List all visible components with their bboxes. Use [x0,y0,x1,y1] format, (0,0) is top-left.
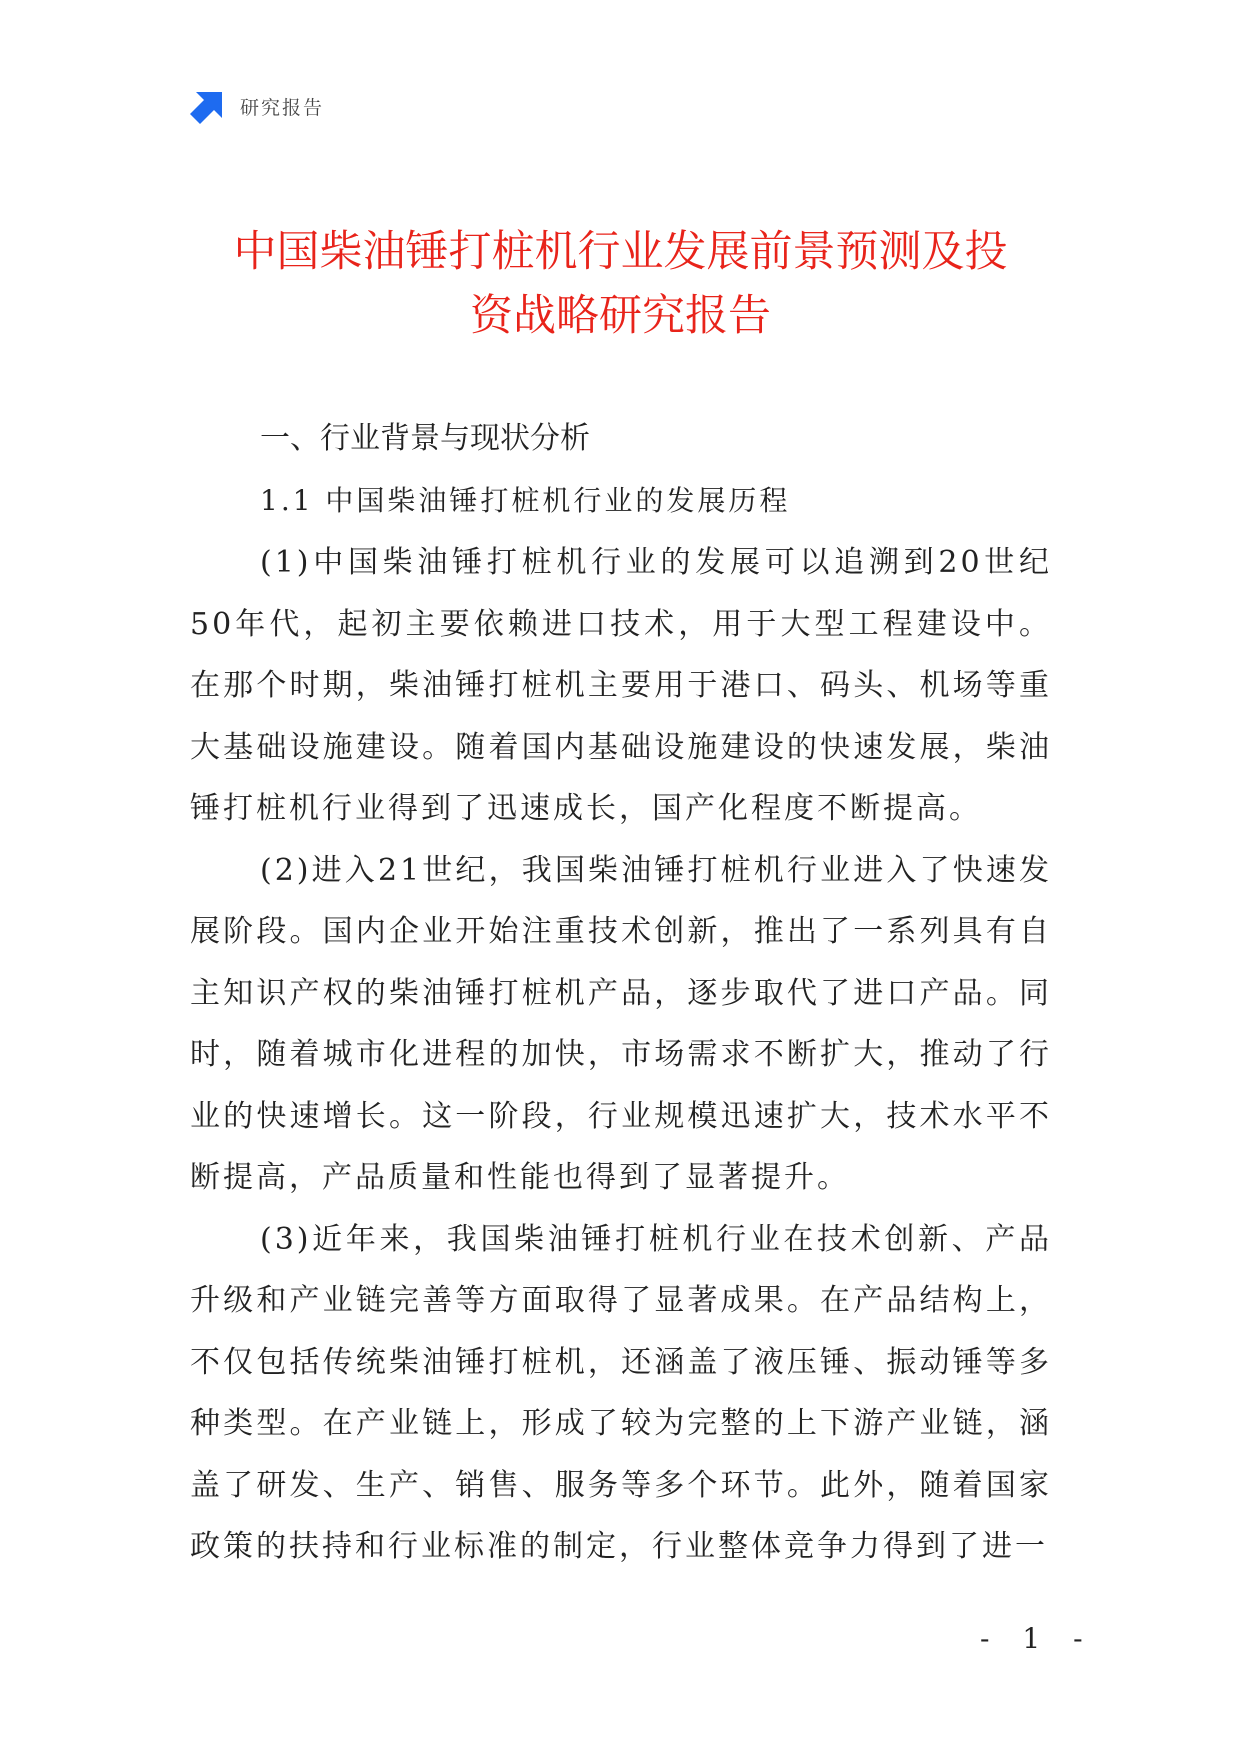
paragraph-1: (1)中国柴油锤打桩机行业的发展可以追溯到20世纪50年代，起初主要依赖进口技术，用于大型工程建设中。在那个时期，柴油锤打桩机主要用于港口、码头、机场等重大基础设施建设。随着国内基础设施建设的快速发展，柴油锤打桩机行业得到了迅速成长，国产化程度不断提高。 [190,545,1052,826]
subsection-heading: 1.1 中国柴油锤打桩机行业的发展历程 [260,484,791,517]
page-header [190,88,324,124]
section-heading: 一、行业背景与现状分析 [260,421,590,456]
title-line-1: 中国柴油锤打桩机行业发展前景预测及投 [233,227,1008,277]
arrow-logo-icon [190,88,226,124]
document-body [190,408,1052,1578]
document-title [120,220,1121,348]
header-label: 研究报告 [240,96,325,119]
page-number: - 1 - [980,1622,1095,1655]
paragraph-2: (2)进入21世纪，我国柴油锤打桩机行业进入了快速发展阶段。国内企业开始注重技术创新，推出了一系列具有自主知识产权的柴油锤打桩机产品，逐步取代了进口产品。同时，随着城市化进程的加快，市场需求不断扩大，推动了行业的快速增长。这一阶段，行业规模迅速扩大，技术水平不断提高，产品质量和性能也得到了显著提升。 [190,852,1052,1195]
title-line-2: 资战略研究报告 [470,291,771,341]
paragraph-3: (3)近年来，我国柴油锤打桩机行业在技术创新、产品升级和产业链完善等方面取得了显著成果。在产品结构上，不仅包括传统柴油锤打桩机，还涵盖了液压锤、振动锤等多种类型。在产业链上，形成了较为完整的上下游产业链，涵盖了研发、生产、销售、服务等多个环节。此外，随着国家政策的扶持和行业标准的制定，行业整体竞争力得到了进一 [190,1221,1052,1564]
